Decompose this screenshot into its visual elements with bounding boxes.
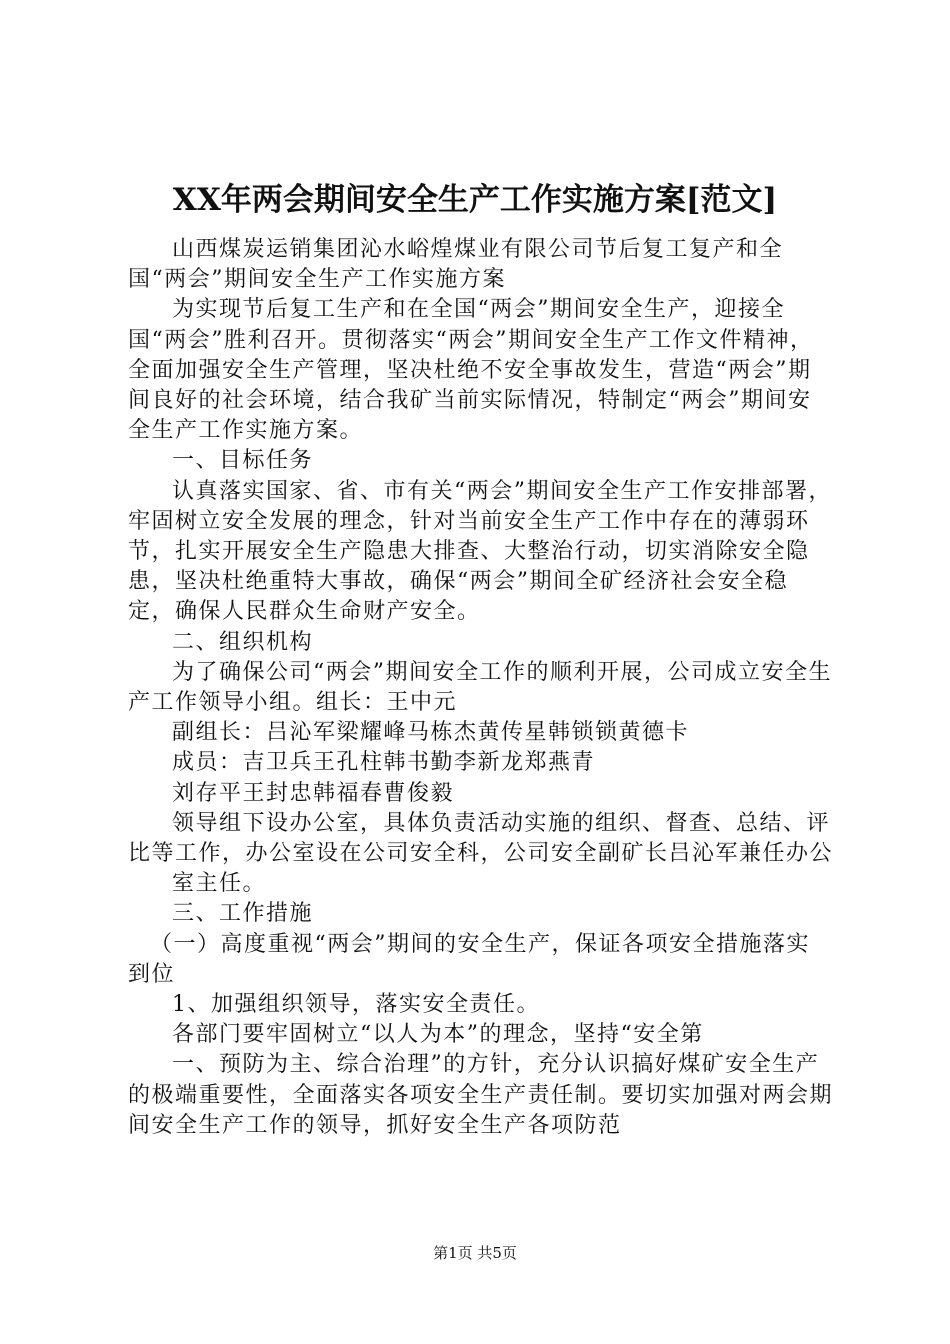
item-heading-1: 1、加强组织领导，落实安全责任。 xyxy=(172,992,540,1018)
paragraph-organization: 为了确保公司“两会”期间安全工作的顺利开展，公司成立安全生产工作领导小组。组长：王中元 xyxy=(128,659,832,716)
section-heading-goals: 一、目标任务 xyxy=(172,448,314,474)
paragraph-departments: 各部门要牢固树立“以人为本”的理念，坚持“安全第 xyxy=(172,1022,704,1048)
document-title: XX年两会期间安全生产工作实施方案[范文] xyxy=(172,182,778,218)
section-heading-organization: 二、组织机构 xyxy=(172,629,314,655)
paragraph-office: 领导组下设办公室，具体负责活动实施的组织、督查、总结、评比等工作，办公室设在公司安全科，公司安全副矿长吕沁军兼任办公 xyxy=(128,810,834,867)
paragraph-members: 成员：吉卫兵王孔柱韩书勤李新龙郑燕青 xyxy=(172,750,596,776)
paragraph-office-continued: 室主任。 xyxy=(172,871,267,897)
paragraph-principles: 一、预防为主、综合治理”的方针，充分认识搞好煤矿安全生产的极端重要性，全面落实各项安全生产责任制。要切实加强对两会期间安全生产工作的领导，抓好安全生产各项防范 xyxy=(128,1052,834,1138)
paragraph-deputy-leaders: 副组长：吕沁军梁耀峰马栋杰黄传星韩锁锁黄德卡 xyxy=(172,720,690,746)
paragraph-members-continued: 刘存平王封忠韩福春曹俊毅 xyxy=(172,780,455,806)
subsection-heading-1: （一）高度重视“两会”期间的安全生产，保证各项安全措施落实到位 xyxy=(128,931,810,987)
paragraph-subtitle: 山西煤炭运销集团沁水峪煌煤业有限公司节后复工复产和全国“两会”期间安全生产工作实施方案 xyxy=(128,237,784,293)
document-body xyxy=(128,235,833,1141)
page-footer: 第1页 共5页 xyxy=(433,1244,517,1262)
section-heading-measures: 三、工作措施 xyxy=(172,901,314,927)
paragraph-intro: 为实现节后复工生产和在全国“两会”期间安全生产，迎接全国“两会”胜利召开。贯彻落实“两会”期间安全生产工作文件精神，全面加强安全生产管理，坚决杜绝不安全事故发生，营造“两会”期间良好的社会环境，结合我矿当前实际情况，特制定“两会”期间安全生产工作实施方案。 xyxy=(128,297,814,444)
paragraph-goals: 认真落实国家、省、市有关“两会”期间安全生产工作安排部署，牢固树立安全发展的理念，针对当前安全生产工作中存在的薄弱环节，扎实开展安全生产隐患大排查、大整治行动，切实消除安全隐患，坚决杜绝重特大事故，确保“两会”期间全矿经济社会安全稳定，确保人民群众生命财产安全。 xyxy=(128,478,832,625)
